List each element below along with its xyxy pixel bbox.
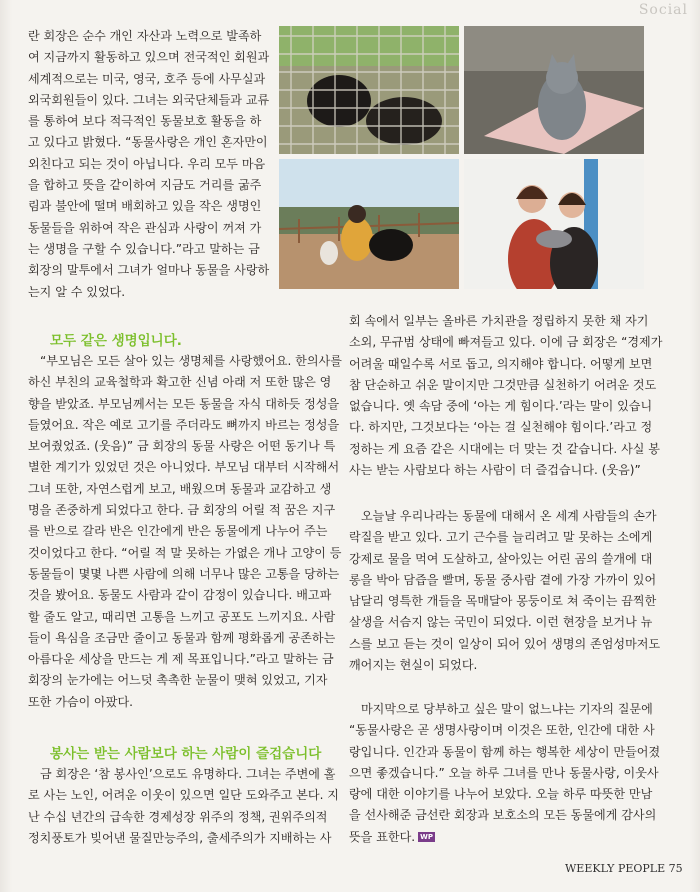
text-line: 림과 불안에 떨며 배회하고 있을 작은 생명인 [28,199,262,214]
section-mark: Social [638,2,688,18]
text-line: 남달리 영특한 개들을 목매달아 몽둥이로 쳐 죽이는 끔찍한 [349,594,657,609]
text-line: 를 통하여 보다 적극적인 동물보호 활동을 하 [28,114,262,129]
text-line: 뜻을 표한다. WP [349,829,433,844]
text-line: 스를 보고 듣는 것이 일상이 되어 있어 생명의 존엄성마저도 [349,636,661,651]
text-line: 하신 부친의 교육철학과 확고한 신념 아래 저 또한 많은 영 [28,375,332,390]
text-line: 것을 봤어요. 동물도 사람과 같이 감정이 있습니다. 배고파 [28,588,332,603]
text-line: 들였어요. 작은 예로 고기를 주더라도 뼈까지 바르는 정성을 [28,417,340,432]
section1-paragraph [28,351,342,713]
page-number: 75 [668,862,683,875]
text-line: “부모님은 모든 살아 있는 생명체를 사랑했어요. 한의사를 [40,354,342,368]
text-line: 세계적으로는 미국, 영국, 호주 등에 사무실과 [28,71,266,86]
text-line: 금 회장은 ‘참 봉사인’으로도 유명하다. 그녀는 주변에 홀 [40,767,336,781]
text-line: 아름다운 세상을 만드는 게 제 목표입니다.”라고 말하는 금 [28,652,334,667]
text-line: 롱을 박아 담즙을 빨며, 동물 중사람 곁에 가장 가까이 있어 [349,572,657,587]
intro-paragraph [28,26,274,303]
column2-paragraph2 [349,506,661,676]
text-line: 난 수십 년간의 급속한 경제성장 위주의 정책, 권위주의적 [28,809,328,824]
text-line: 락질을 받고 있다. 고기 근수를 늘리려고 말 못하는 소에게 [349,530,653,545]
text-line: 없습니다. 옛 속담 중에 ‘아는 게 힘이다.’라는 말이 있습니 [349,399,653,414]
section-heading-same-life: 모두 같은 생명입니다. [50,333,182,349]
text-line: 외국회원들이 있다. 그녀는 외국단체들과 교류 [28,92,270,107]
text-line: 동물들이 몇몇 나쁜 사람에 의해 너무나 많은 고통을 당하는 [28,566,340,581]
text-line: 것이었다고 한다. “어릴 적 말 못하는 가엾은 개나 고양이 등 [28,545,342,560]
text-line: 어려울 때일수록 서로 돕고, 의지해야 합니다. 어떻게 보면 [349,356,653,371]
section-heading-volunteering: 봉사는 받는 사람보다 하는 사람이 즐겁습니다 [50,746,322,762]
section2-paragraph [28,764,339,849]
text-line: 보여줬었죠. (웃음)” 금 회장의 동물 사랑은 어떤 동기나 특 [28,439,336,454]
text-line: 향을 받았죠. 부모님께서는 모든 동물을 자식 대하듯 정성을 [28,396,340,411]
text-line: 회 속에서 일부는 올바른 가치관을 정립하지 못한 채 자기 [349,314,649,328]
text-line: 으면 좋겠습니다.” 오늘 하루 그녀를 만나 동물사랑, 이웃사 [349,765,659,780]
text-line: 를 반으로 갈라 반은 인간에게 반은 동물에게 나누어 주는 [28,524,328,539]
text-line: 란 회장은 순수 개인 자산과 노력으로 발족하 [28,29,262,43]
text-line: 오늘날 우리나라는 동물에 대해서 온 세계 사람들의 손가 [361,509,657,523]
text-line: 소외, 무규범 상태에 빠져들고 있다. 이에 금 회장은 “경제가 [349,335,663,350]
cats-in-cage-photo [279,26,459,154]
gray-cat-photo [464,26,644,154]
text-line: 로 사는 노인, 어려운 이웃이 있으면 일단 도와주고 본다. 지 [28,788,339,803]
text-line: 을 합하고 뜻을 같이하여 지금도 거리를 굶주 [28,178,262,193]
text-line: 살생을 서슴지 않는 국민이 되었다. 이런 현장을 보거나 뉴 [349,615,653,630]
column2-paragraph1 [349,311,663,481]
text-line: 는지 알 수 있었다. [28,284,126,299]
text-line: 강제로 물을 먹여 도살하고, 살아있는 어린 곰의 쓸개에 대 [349,551,653,566]
text-line: 들이 욕심을 조금만 줄이고 동물과 함께 평화롭게 공존하는 [28,630,336,645]
text-line: 그녀 또한, 자연스럽게 보고, 배웠으며 동물과 교감하고 생 [28,481,332,496]
text-line: 사는 받는 사람보다 하는 사람이 더 즐겁습니다. (웃음)” [349,463,641,478]
text-line: 정치풍토가 빚어낸 물질만능주의, 출세주의가 지배하는 사 [28,830,332,845]
text-line: 고 있다고 밝혔다. “동물사랑은 개인 혼자만이 [28,135,268,150]
column2-paragraph3 [349,699,661,848]
text-line: 별한 계기가 있었던 것은 아니었다. 부모님 대부터 시작해서 [28,460,340,475]
text-line: 랑에 대한 이야기를 나누어 보았다. 오늘 하루 따뜻한 만남 [349,787,653,802]
wp-badge: WP [420,833,433,842]
page-footer [565,862,683,875]
text-line: 외친다고 되는 것이 아닙니다. 우리 모두 마음 [28,156,266,171]
two-women-holding-cat-photo [464,159,644,289]
text-line: 회장의 눈가에는 어느덧 촉촉한 눈물이 맺혀 있었고, 기자 [28,673,328,688]
text-line: 회장의 말투에서 그녀가 얼마나 동물을 사랑하 [28,263,270,278]
text-line: 할 줄도 알고, 때리면 고통을 느끼고 공포도 느끼지요. 사람 [28,609,336,624]
text-line: 마지막으로 당부하고 싶은 말이 없느냐는 기자의 질문에 [361,702,653,716]
text-line: 정하는 게 요즘 같은 시대에는 더 맞는 것 같습니다. 사실 봉 [349,441,660,456]
text-line: 동물들을 위하여 작은 관심과 사랑이 꺼져 가 [28,220,262,235]
text-line: 랑입니다. 인간과 동물이 함께 하는 행복한 세상이 만들어졌 [349,744,661,759]
text-line: 명을 존중하게 되었다고 한다. 금 회장의 어릴 적 꿈은 지구 [28,503,336,518]
magazine-name: WEEKLY PEOPLE [565,862,666,875]
text-line: 다. 하지만, 그것보다는 ‘아는 걸 실천해야 힘이다.’라고 정 [349,420,653,435]
text-line: 참 단순하고 쉬운 말이지만 그것만큼 실천하기 어려운 것도 [349,377,657,392]
text-line: 여 지금까지 활동하고 있으며 전국적인 회원과 [28,50,270,65]
text-line: 을 선사해준 금선란 회장과 보호소의 모든 동물에게 감사의 [349,808,657,823]
text-line: 는 생명을 구할 수 있습니다.”라고 말하는 금 [28,241,260,256]
text-line: 또한 가슴이 아팠다. [28,694,133,709]
text-line: “동물사랑은 곧 생명사랑이며 이것은 또한, 인간에 대한 사 [349,723,655,738]
text-line: 깨어지는 현실이 되었다. [349,658,478,673]
woman-with-dogs-photo [279,159,459,289]
